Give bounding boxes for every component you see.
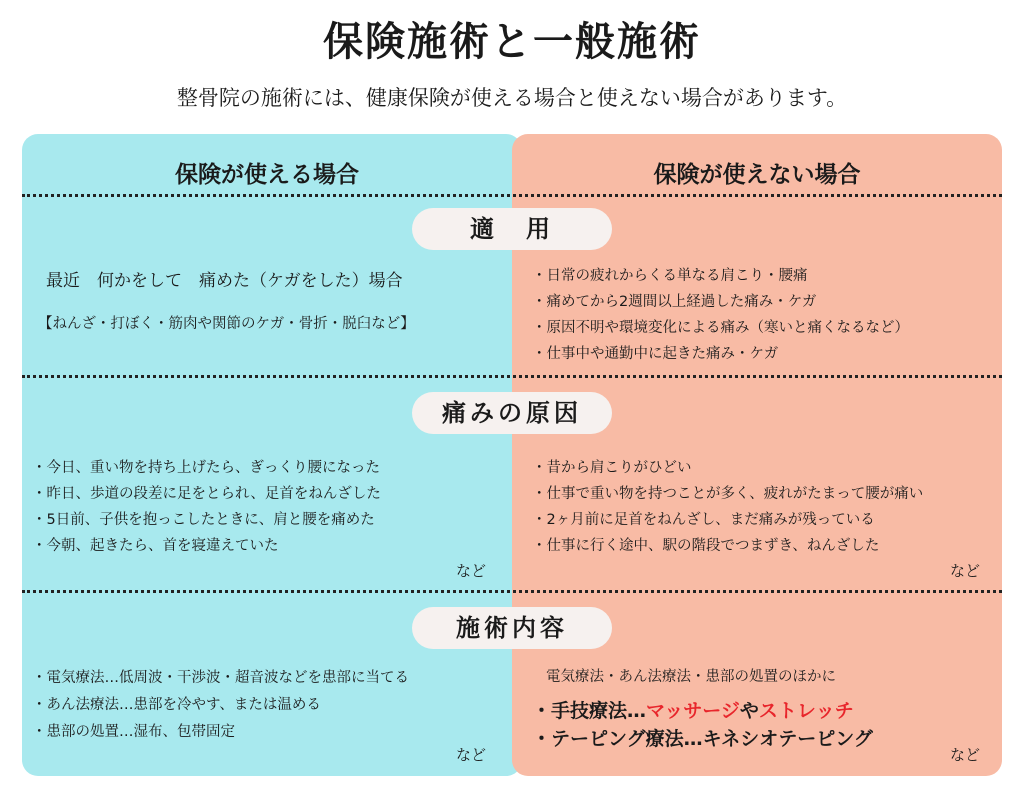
list-item: ・あん法療法…患部を冷やす、または温める: [32, 697, 321, 713]
list-item: ・昔から肩こりがひどい: [532, 460, 692, 476]
list-item: ・痛めてから2週間以上経過した痛み・ケガ: [532, 294, 817, 310]
etc-label: など: [950, 562, 981, 580]
etc-label: など: [456, 562, 487, 580]
list-item: ・仕事中や通勤中に起きた痛み・ケガ: [532, 346, 779, 362]
list-item: ・今朝、起きたら、首を寝違えていた: [32, 538, 279, 554]
treatment-right-line-manual: [532, 696, 854, 723]
list-item: ・仕事に行く途中、駅の階段でつまずき、ねんざした: [532, 538, 880, 554]
list-item: ・2ヶ月前に足首をねんざし、まだ痛みが残っている: [532, 512, 875, 528]
manual-therapy-label: ・手技療法…: [532, 700, 647, 722]
page-subtitle: 整骨院の施術には、健康保険が使える場合と使えない場合があります。: [176, 86, 848, 110]
apply-right-list: [532, 263, 909, 367]
list-item: ・仕事で重い物を持つことが多く、疲れがたまって腰が痛い: [532, 486, 924, 502]
treatment-right-line-taping: ・テーピング療法…キネシオテーピング: [532, 728, 873, 750]
treatment-right-intro: 電気療法・あん法療法・患部の処置のほかに: [546, 669, 836, 685]
etc-label: など: [456, 746, 487, 764]
list-item: ・患部の処置…湿布、包帯固定: [32, 724, 235, 740]
etc-label: など: [950, 746, 981, 764]
divider: [22, 194, 1002, 197]
column-heading-non-insurance: 保険が使えない場合: [653, 162, 861, 188]
list-item: ・日常の疲れからくる単なる肩こり・腰痛: [532, 268, 808, 284]
cause-left-list: [32, 455, 381, 559]
section-label-cause: 痛みの原因: [412, 392, 612, 434]
list-item: ・原因不明や環境変化による痛み（寒いと痛くなるなど）: [532, 320, 909, 336]
divider: [22, 590, 1002, 593]
cause-right-list: [532, 455, 923, 559]
list-item: ・5日前、子供を抱っこしたときに、肩と腰を痛めた: [32, 512, 375, 528]
apply-left-main: 最近 何かをして 痛めた（ケガをした）場合: [46, 271, 403, 291]
list-item: ・電気療法…低周波・干渉波・超音波などを患部に当てる: [32, 670, 409, 686]
connector-text: や: [739, 700, 759, 722]
section-label-treatment: 施術内容: [412, 607, 612, 649]
apply-left-sub: 【ねんざ・打ぼく・筋肉や関節のケガ・骨折・脱臼など】: [38, 316, 415, 332]
divider: [22, 375, 1002, 378]
section-label-apply: 適 用: [412, 208, 612, 250]
page-title: 保険施術と一般施術: [323, 19, 701, 65]
list-item: ・昨日、歩道の段差に足をとられ、足首をねんざした: [32, 486, 381, 502]
massage-highlight: マッサージ: [646, 700, 740, 722]
stretch-highlight: ストレッチ: [758, 700, 854, 722]
column-heading-insurance: 保険が使える場合: [175, 162, 359, 188]
list-item: ・今日、重い物を持ち上げたら、ぎっくり腰になった: [32, 460, 380, 476]
treatment-left-list: [32, 665, 409, 746]
